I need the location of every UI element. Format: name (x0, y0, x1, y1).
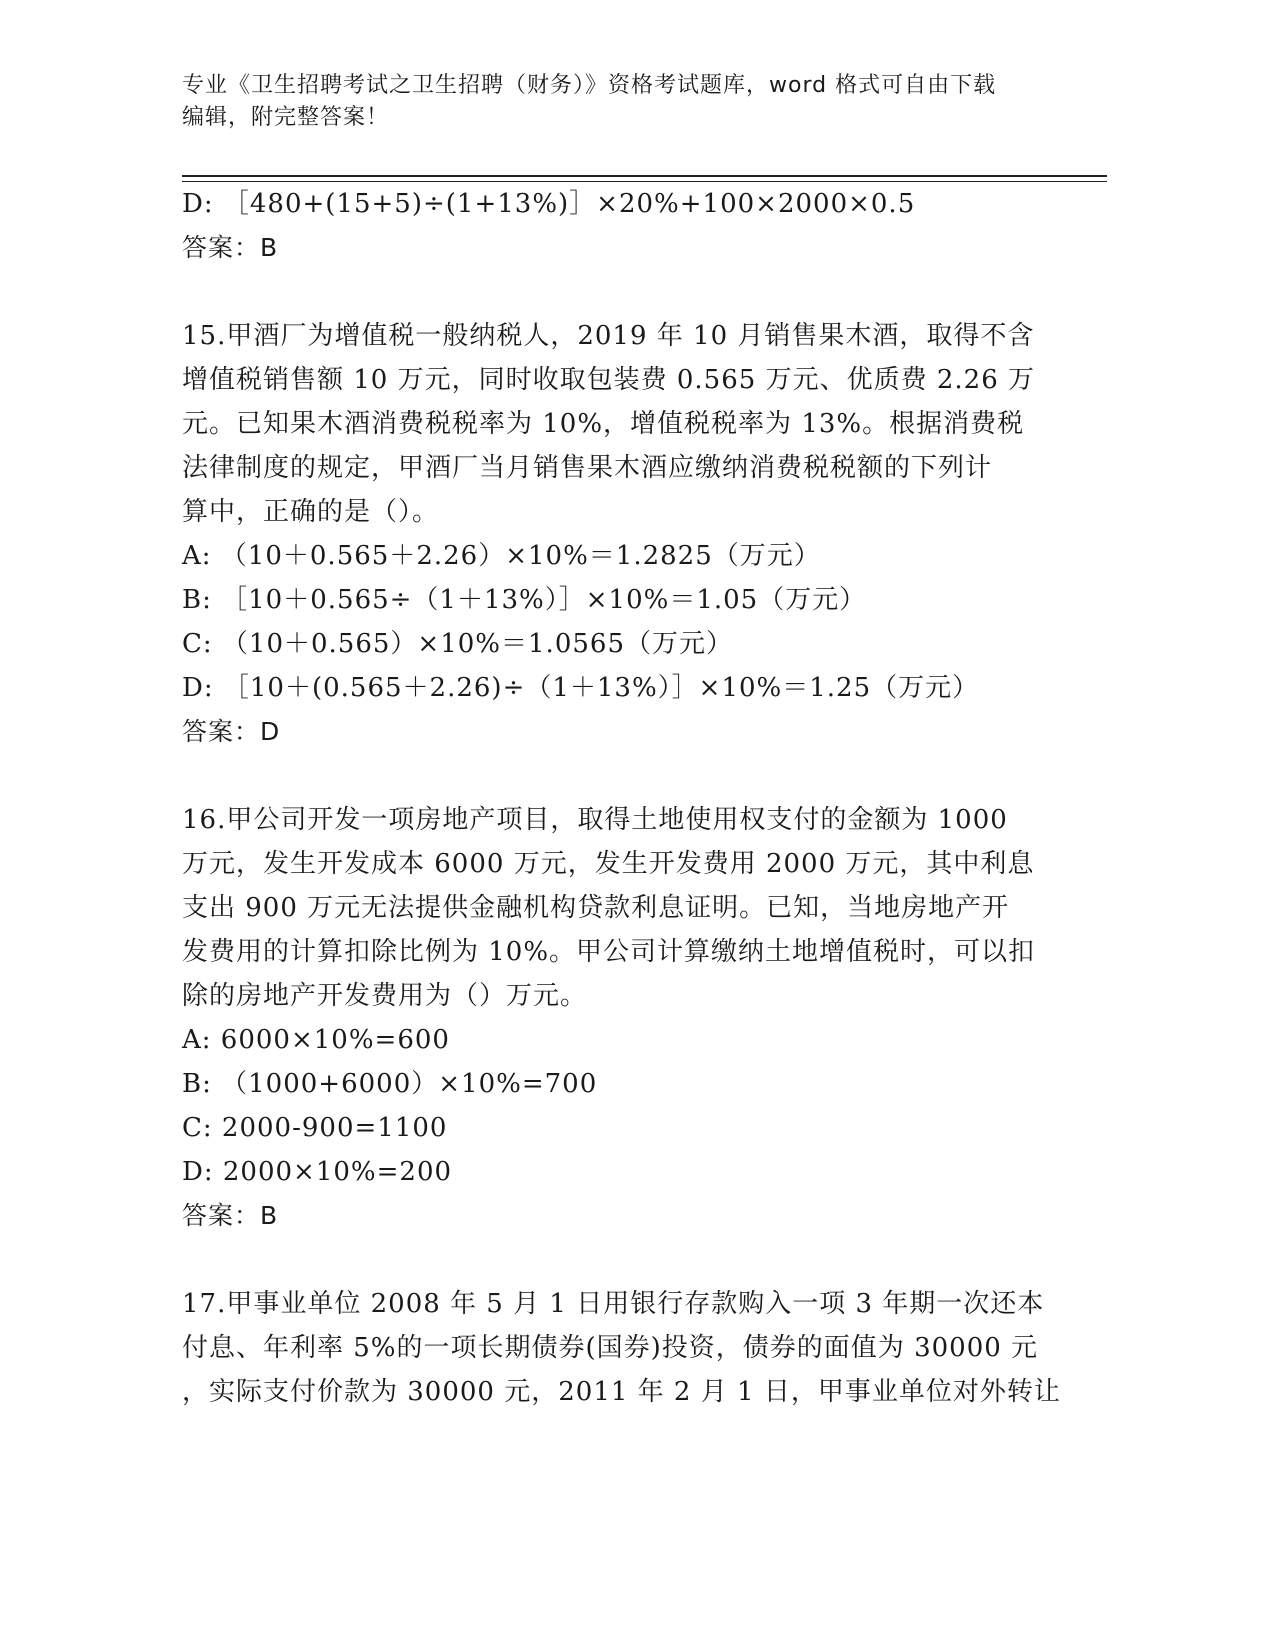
q15-stem-line: 法律制度的规定，甲酒厂当月销售果木酒应缴纳消费税税额的下列计 (182, 453, 993, 483)
q15-stem-line: 15.甲酒厂为增值税一般纳税人，2019 年 10 月销售果木酒，取得不含 (182, 321, 1035, 351)
q16-stem-line: 支出 900 万元无法提供金融机构贷款利息证明。已知，当地房地产开 (182, 893, 1010, 923)
q15-option-d: D: ［10＋(0.565＋2.26)÷（1＋13%）］×10%＝1.25（万元） (182, 673, 980, 703)
page-header (182, 70, 1052, 134)
question-16 (182, 798, 1062, 1238)
header-line-1: 专业《卫生招聘考试之卫生招聘（财务）》资格考试题库，word 格式可自由下载 (182, 73, 997, 98)
q15-stem-line: 元。已知果木酒消费税税率为 10%，增值税税率为 13%。根据消费税 (182, 409, 1025, 439)
document-body (182, 182, 1062, 1414)
q16-option-b: B: （1000+6000）×10%=700 (182, 1069, 598, 1099)
q15-stem-line: 增值税销售额 10 万元，同时收取包装费 0.565 万元、优质费 2.26 万 (182, 365, 1035, 395)
q15-option-c: C: （10＋0.565）×10%＝1.0565（万元） (182, 629, 733, 659)
q17-stem-line: 17.甲事业单位 2008 年 5 月 1 日用银行存款购入一项 3 年期一次还本 (182, 1289, 1045, 1319)
prev-option-d: D: ［480+(15+5)÷(1+13%)］×20%+100×2000×0.5 (182, 189, 916, 219)
spacer (182, 270, 1062, 314)
q17-stem-line: ，实际支付价款为 30000 元，2011 年 2 月 1 日，甲事业单位对外转让 (182, 1377, 1061, 1407)
question-15 (182, 314, 1062, 754)
header-divider (182, 175, 1107, 177)
spacer (182, 1238, 1062, 1282)
q16-stem-line: 除的房地产开发费用为（）万元。 (182, 981, 588, 1011)
q16-answer: 答案：B (182, 1201, 279, 1230)
q15-option-a: A: （10＋0.565＋2.26）×10%＝1.2825（万元） (182, 541, 821, 571)
q16-stem-line: 发费用的计算扣除比例为 10%。甲公司计算缴纳土地增值税时，可以扣 (182, 937, 1036, 967)
q16-option-d: D: 2000×10%=200 (182, 1157, 453, 1187)
q15-stem-line: 算中，正确的是（）。 (182, 497, 440, 527)
q17-stem-line: 付息、年利率 5%的一项长期债券(国券)投资，债券的面值为 30000 元 (182, 1333, 1039, 1363)
q16-option-c: C: 2000-900=1100 (182, 1113, 448, 1143)
q16-stem-line: 16.甲公司开发一项房地产项目，取得土地使用权支付的金额为 1000 (182, 805, 1008, 835)
q15-answer: 答案：D (182, 717, 281, 746)
header-line-2: 编辑，附完整答案！ (182, 105, 390, 130)
spacer (182, 754, 1062, 798)
q16-stem-line: 万元，发生开发成本 6000 万元，发生开发费用 2000 万元，其中利息 (182, 849, 1035, 879)
q16-option-a: A: 6000×10%=600 (182, 1025, 450, 1055)
q15-option-b: B: ［10＋0.565÷（1＋13%）］×10%＝1.05（万元） (182, 585, 867, 615)
prev-answer: 答案：B (182, 233, 279, 262)
question-17 (182, 1282, 1062, 1414)
